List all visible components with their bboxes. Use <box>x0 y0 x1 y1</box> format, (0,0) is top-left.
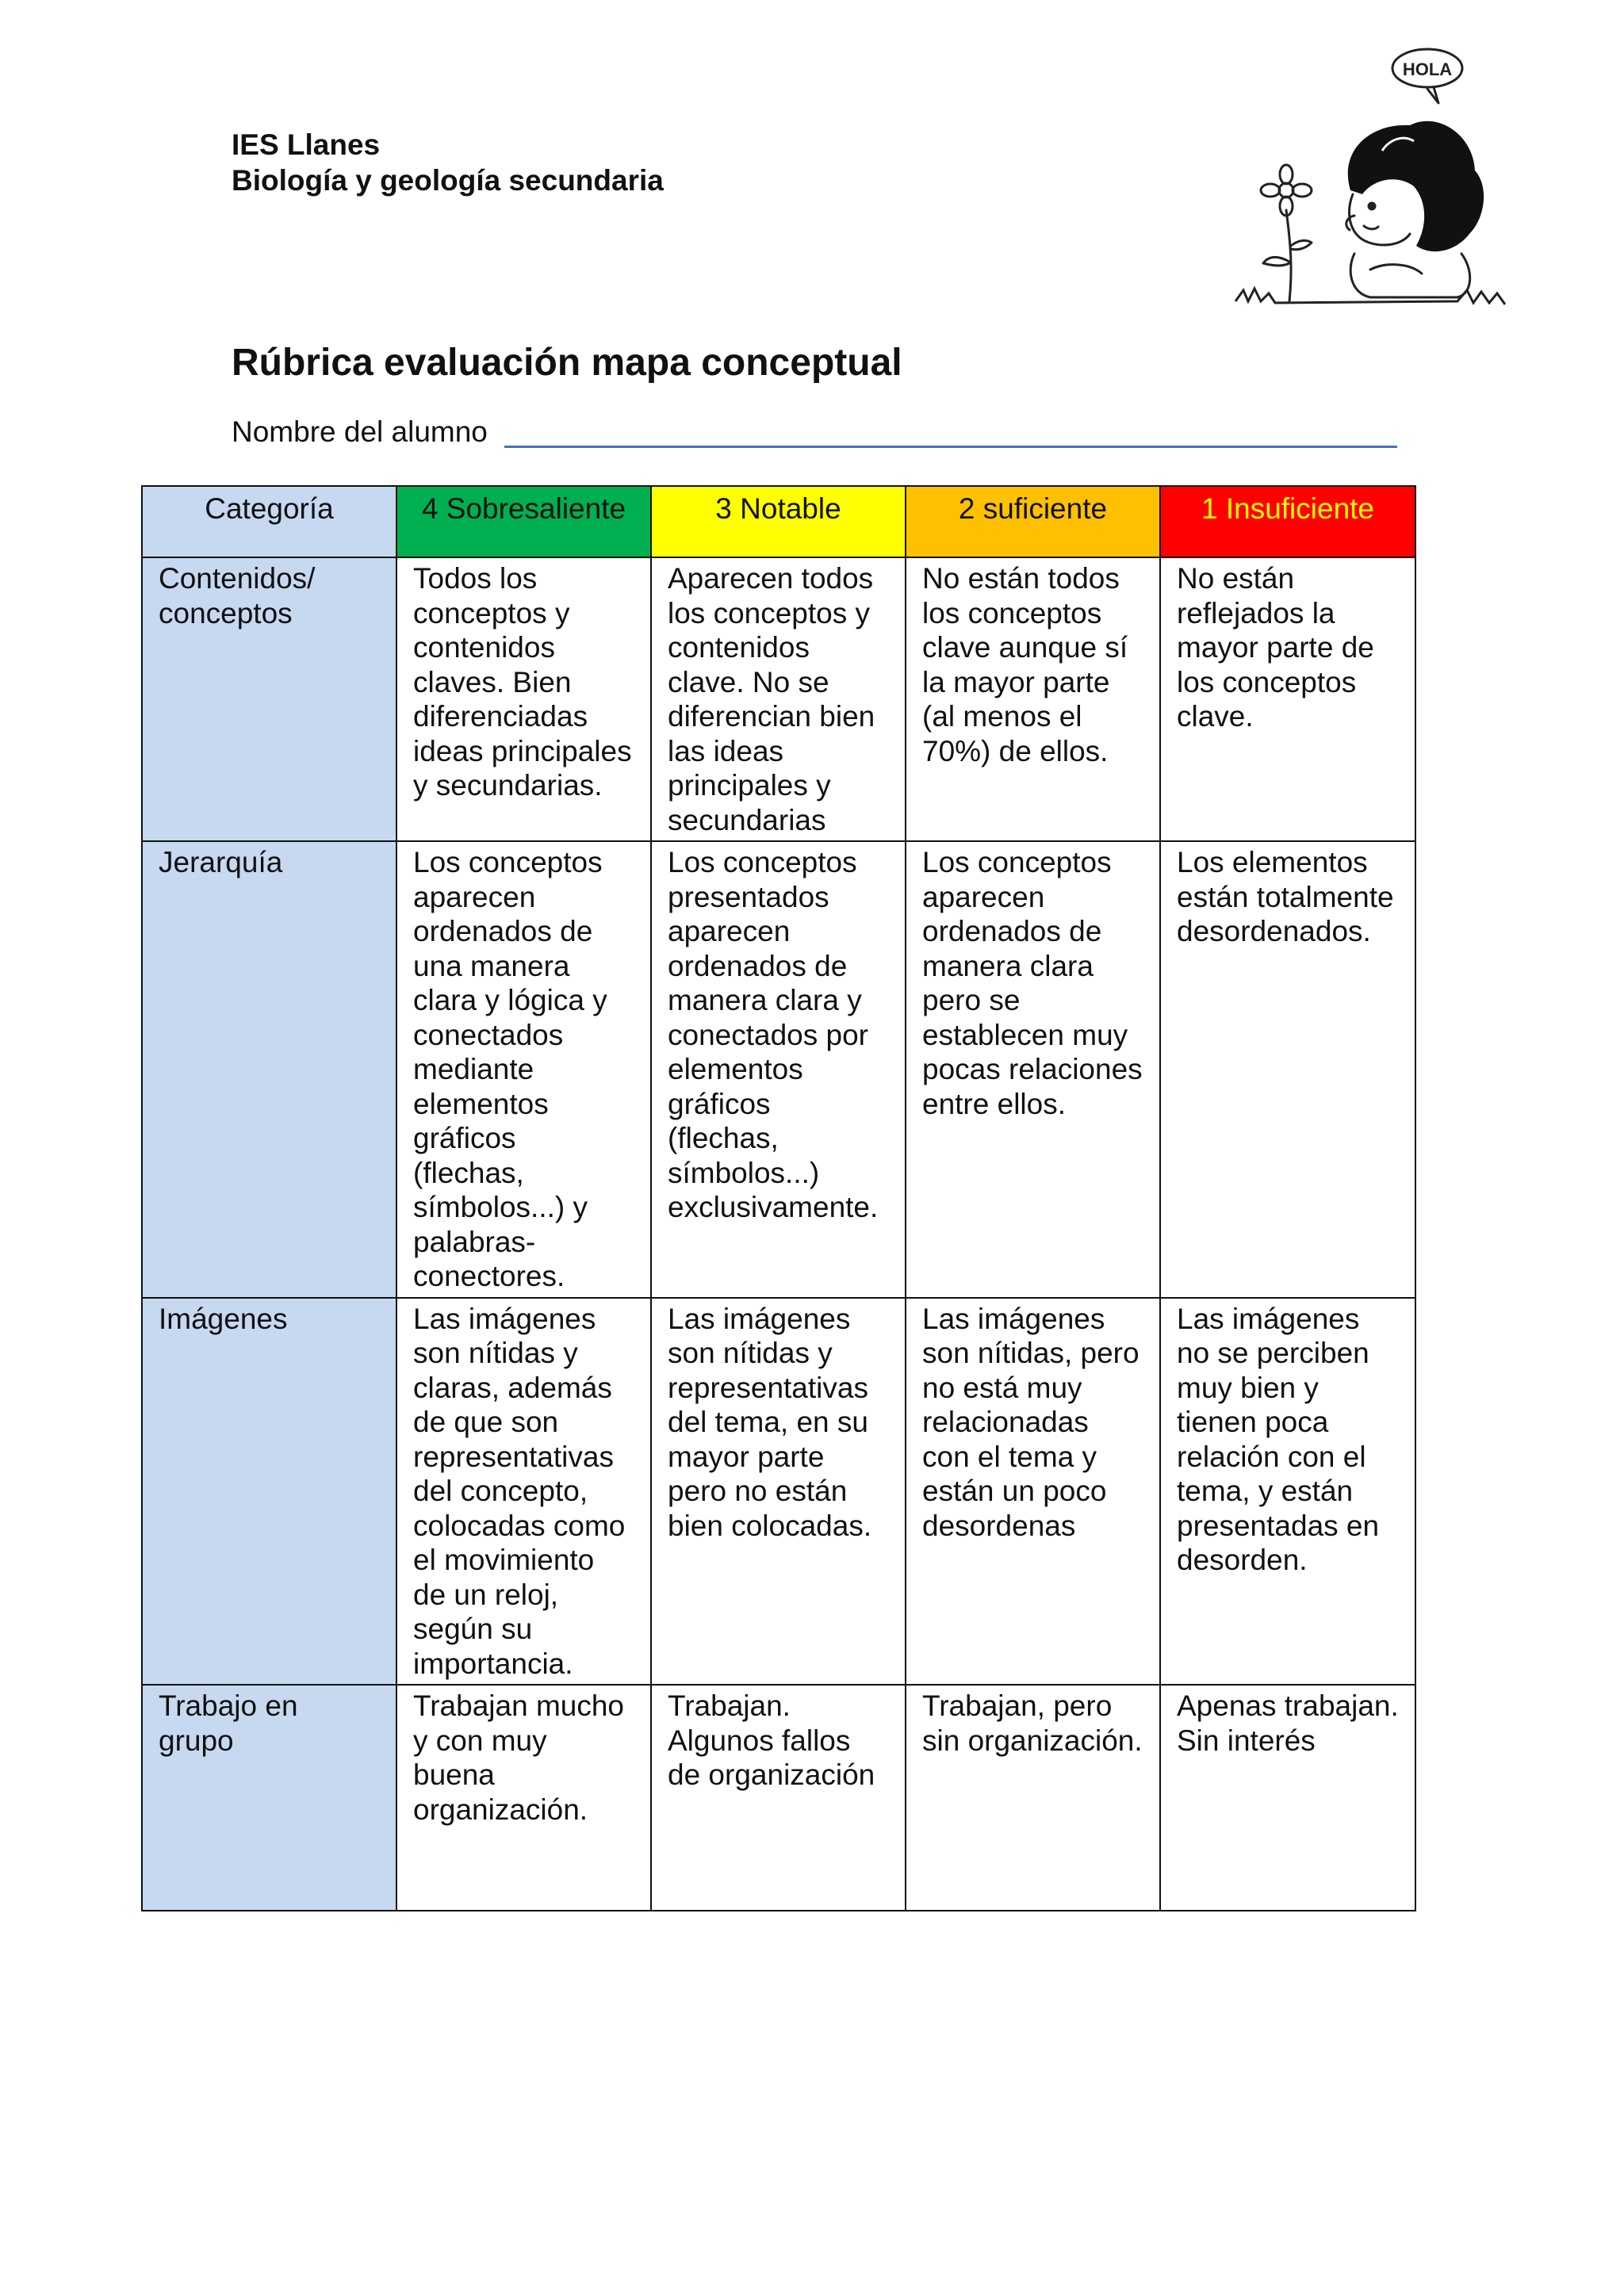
category-cell: Imágenes <box>142 1298 396 1686</box>
category-cell: Trabajo en grupo <box>142 1685 396 1911</box>
rubric-body <box>142 557 1415 1911</box>
speech-bubble-text: HOLA <box>1402 59 1453 79</box>
criteria-cell-insuficiente: Los elementos están totalmente desordenados. <box>1160 841 1415 1298</box>
criteria-cell-notable: Las imágenes son nítidas y representativas del tema, en su mayor parte pero no están bien colocadas. <box>651 1298 906 1686</box>
criteria-cell-suficiente: Las imágenes son nítidas, pero no está muy relacionadas con el tema y están un poco desordenas <box>906 1298 1160 1686</box>
student-name-field[interactable] <box>232 412 1397 452</box>
criteria-cell-sobresaliente: Trabajan mucho y con muy buena organización. <box>396 1685 651 1911</box>
mafalda-illustration <box>1220 32 1513 317</box>
column-header-category: Categoría <box>142 486 396 557</box>
rubric-row <box>142 1298 1415 1686</box>
criteria-cell-insuficiente: Las imágenes no se perciben muy bien y tienen poca relación con el tema, y están presentadas en desorden. <box>1160 1298 1415 1686</box>
column-header-notable: 3 Notable <box>651 486 906 557</box>
rubric-header-row <box>142 486 1415 557</box>
hair <box>1348 121 1484 252</box>
category-cell: Contenidos/ conceptos <box>142 557 396 841</box>
criteria-cell-notable: Los conceptos presentados aparecen ordenados de manera clara y conectados por elementos gráficos (flechas, símbolos...) exclusivamente. <box>651 841 906 1298</box>
student-name-label: Nombre del alumno <box>232 415 488 448</box>
column-header-insuficiente: 1 Insuficiente <box>1160 486 1415 557</box>
criteria-cell-insuficiente: Apenas trabajan. Sin interés <box>1160 1685 1415 1911</box>
rubric-table <box>141 485 1416 1911</box>
page-title: Rúbrica evaluación mapa conceptual <box>232 342 902 384</box>
criteria-cell-notable: Aparecen todos los conceptos y contenidos clave. No se diferencian bien las ideas principales y secundarias <box>651 557 906 841</box>
criteria-cell-sobresaliente: Todos los conceptos y contenidos claves. Bien diferenciadas ideas principales y secundarias. <box>396 557 651 841</box>
rubric-row <box>142 1685 1415 1911</box>
criteria-cell-sobresaliente: Los conceptos aparecen ordenados de una manera clara y lógica y conectados mediante elementos gráficos (flechas, símbolos...) y palabras-conectores. <box>396 841 651 1298</box>
criteria-cell-suficiente: Los conceptos aparecen ordenados de manera clara pero se establecen muy pocas relaciones entre ellos. <box>906 841 1160 1298</box>
subject-name: Biología y geología secundaria <box>232 164 664 197</box>
criteria-cell-insuficiente: No están reflejados la mayor parte de los conceptos clave. <box>1160 557 1415 841</box>
criteria-cell-notable: Trabajan. Algunos fallos de organización <box>651 1685 906 1911</box>
school-name: IES Llanes <box>232 128 381 161</box>
rubric-row <box>142 557 1415 841</box>
category-cell: Jerarquía <box>142 841 396 1298</box>
criteria-cell-sobresaliente: Las imágenes son nítidas y claras, además de que son representativas del concepto, colocadas como el movimiento de un reloj, según su importancia. <box>396 1298 651 1686</box>
student-name-line[interactable] <box>504 446 1397 448</box>
rubric-row <box>142 841 1415 1298</box>
criteria-cell-suficiente: Trabajan, pero sin organización. <box>906 1685 1160 1911</box>
criteria-cell-suficiente: No están todos los conceptos clave aunque sí la mayor parte (al menos el 70%) de ellos. <box>906 557 1160 841</box>
document-header <box>232 127 664 198</box>
column-header-suficiente: 2 suficiente <box>906 486 1160 557</box>
column-header-sobresaliente: 4 Sobresaliente <box>396 486 651 557</box>
